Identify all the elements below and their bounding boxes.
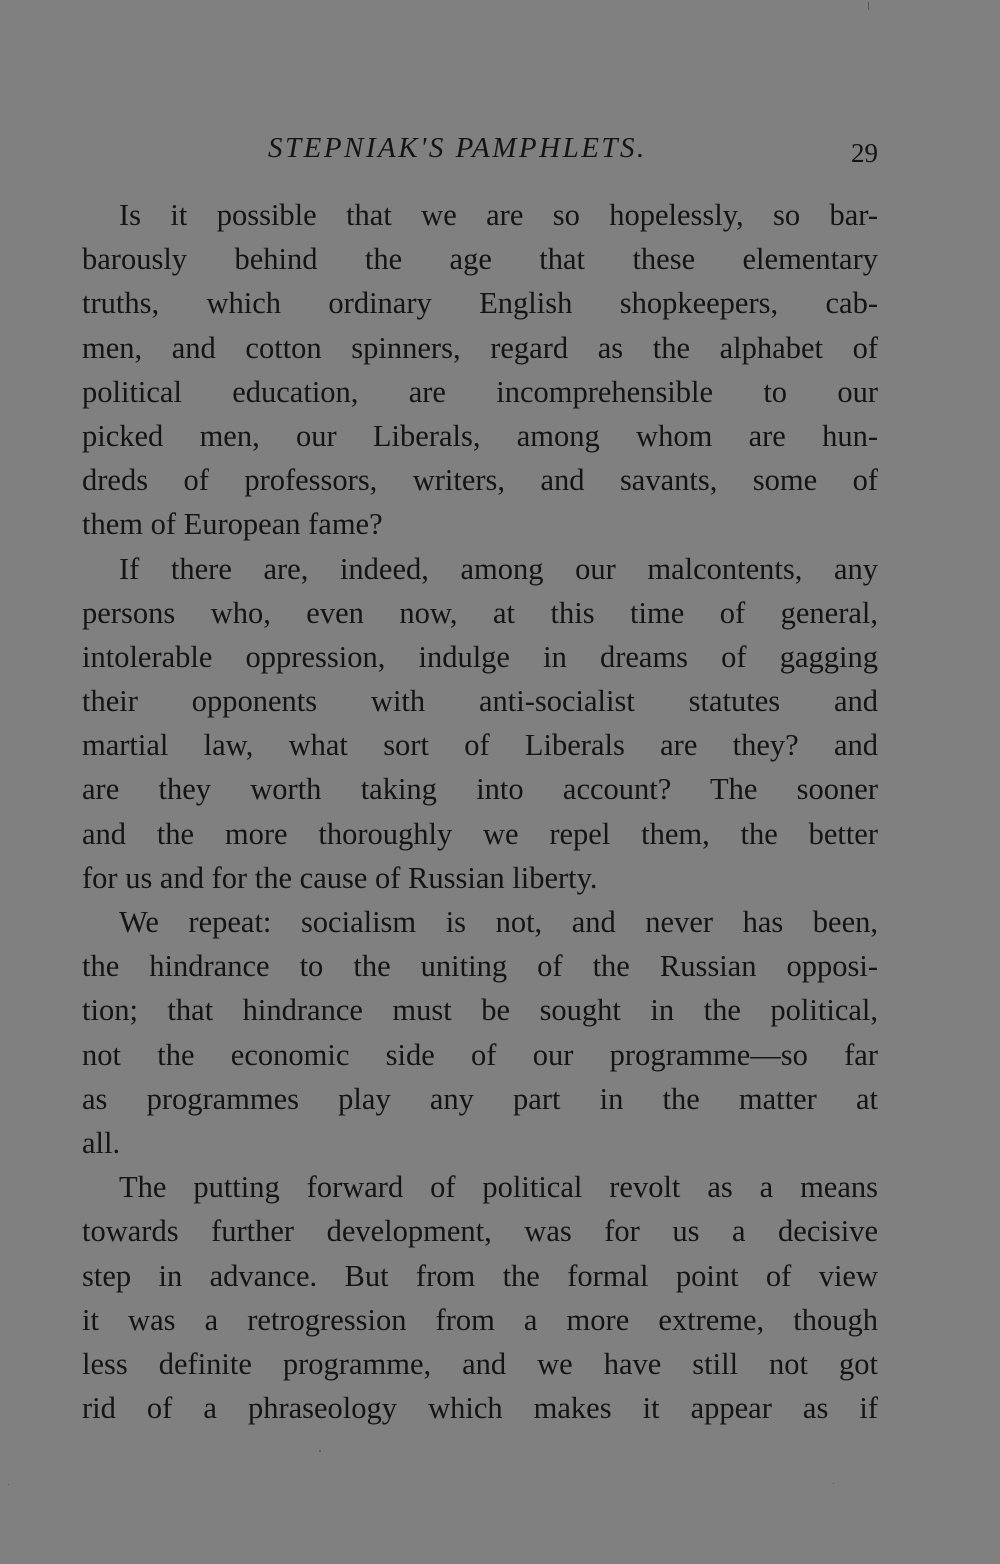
text-line: political education, are incomprehensible to our <box>82 374 878 409</box>
text-line: them of European fame? <box>82 507 383 542</box>
text-line: martial law, what sort of Liberals are they? and <box>82 728 878 763</box>
text-line: their opponents with anti-socialist statutes and <box>82 684 878 719</box>
running-head <box>80 128 880 168</box>
text-line: and the more thoroughly we repel them, the better <box>82 816 878 851</box>
text-line: We repeat: socialism is not, and never has been, <box>119 905 878 939</box>
text-line: are they worth taking into account? The sooner <box>82 772 878 807</box>
text-line: the hindrance to the uniting of the Russian opposi- <box>82 949 878 984</box>
text-line: men, and cotton spinners, regard as the alphabet of <box>82 330 878 365</box>
text-line: Is it possible that we are so hopelessly, so bar- <box>119 198 878 232</box>
scan-speck <box>868 2 869 10</box>
text-line: intolerable oppression, indulge in dreams of gagging <box>82 639 878 674</box>
text-line: dreds of professors, writers, and savants, some of <box>82 463 878 498</box>
paragraph-3 <box>82 900 878 1165</box>
text-line: for us and for the cause of Russian liberty. <box>82 860 598 895</box>
text-line: all. <box>82 1125 121 1160</box>
text-line: it was a retrogression from a more extreme, though <box>82 1302 878 1337</box>
text-line: tion; that hindrance must be sought in the political, <box>82 993 878 1028</box>
text-line: The putting forward of political revolt as a means <box>119 1170 878 1205</box>
text-body <box>82 193 878 1430</box>
scan-speck <box>8 1484 9 1485</box>
text-line: barously behind the age that these elementary <box>82 242 878 277</box>
text-line: towards further development, was for us a decisive <box>82 1214 878 1249</box>
text-line: If there are, indeed, among our malcontents, any <box>119 551 878 586</box>
scan-speck <box>319 1450 321 1452</box>
text-line: not the economic side of our programme—so far <box>82 1037 878 1072</box>
text-line: persons who, even now, at this time of general, <box>82 595 878 630</box>
text-line: rid of a phraseology which makes it appear as if <box>82 1391 878 1426</box>
paragraph-4 <box>82 1165 878 1430</box>
text-line: truths, which ordinary English shopkeepers, cab- <box>82 286 878 321</box>
text-line: picked men, our Liberals, among whom are hun- <box>82 418 878 453</box>
page-number: 29 <box>851 138 878 168</box>
paragraph-2 <box>82 547 878 901</box>
text-line: step in advance. But from the formal point of view <box>82 1258 878 1293</box>
text-line: as programmes play any part in the matter at <box>82 1081 878 1116</box>
text-line: less definite programme, and we have still not got <box>82 1346 878 1381</box>
running-title: STEPNIAK'S PAMPHLETS. <box>268 132 647 164</box>
scan-speck <box>833 1483 834 1484</box>
paragraph-1 <box>82 193 878 547</box>
